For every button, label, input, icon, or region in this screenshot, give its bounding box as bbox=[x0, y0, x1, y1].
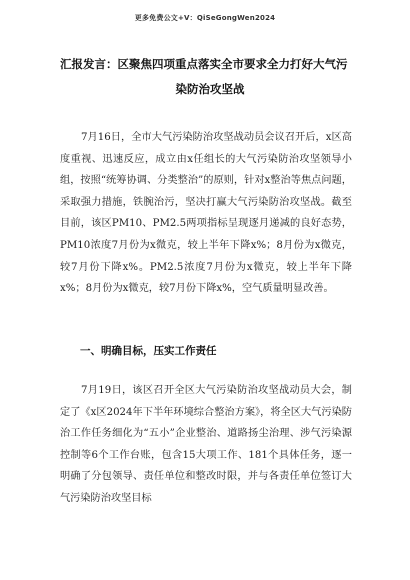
paragraph-1: 7月16日，全市大气污染防治攻坚战动员会议召开后，x区高度重视、迅速反应，成立由x任组长的大气污染防治攻坚领导小组，按照“统筹协调、分类整治”的原则，针对x整治等焦点问题，采取强力措施，铁腕治污，坚决打赢大气污染防治攻坚战。截至目前，该区PM10、PM2.5两项指标呈现逐月递减的良好态势，PM10浓度7月份为x微克，较上半年下降x%；8月份为x微克，较7月份下降x%。PM2.5浓度7月份为x微克，较上半年下降x%；8月份为x微克，较7月份下降x%，空气质量明显改善。 bbox=[60, 132, 352, 295]
section-1-heading: 一、明确目标，压实工作责任 bbox=[80, 345, 217, 357]
title-line-1: 汇报发言：区聚焦四项重点落实全市要求全力打好大气污 bbox=[60, 57, 348, 71]
paragraph-2: 7月19日，该区召开全区大气污染防治攻坚战动员大会，制定了《x区2024年下半年环境综合整治方案》，将全区大气污染防治工作任务细化为“五小”企业整治、道路扬尘治理、涉气污染源控制等6个工作台账，包含15大项工作、181个具体任务，逐一明确了分包领导、责任单位和整改时限，并与各责任单位签订大气污染防治攻坚目标 bbox=[60, 385, 352, 504]
title-line-2: 染防治攻坚战 bbox=[175, 82, 245, 96]
document-title bbox=[60, 52, 360, 102]
header-note: 更多免费公文+V：QiSeGongWen2024 bbox=[134, 14, 276, 22]
